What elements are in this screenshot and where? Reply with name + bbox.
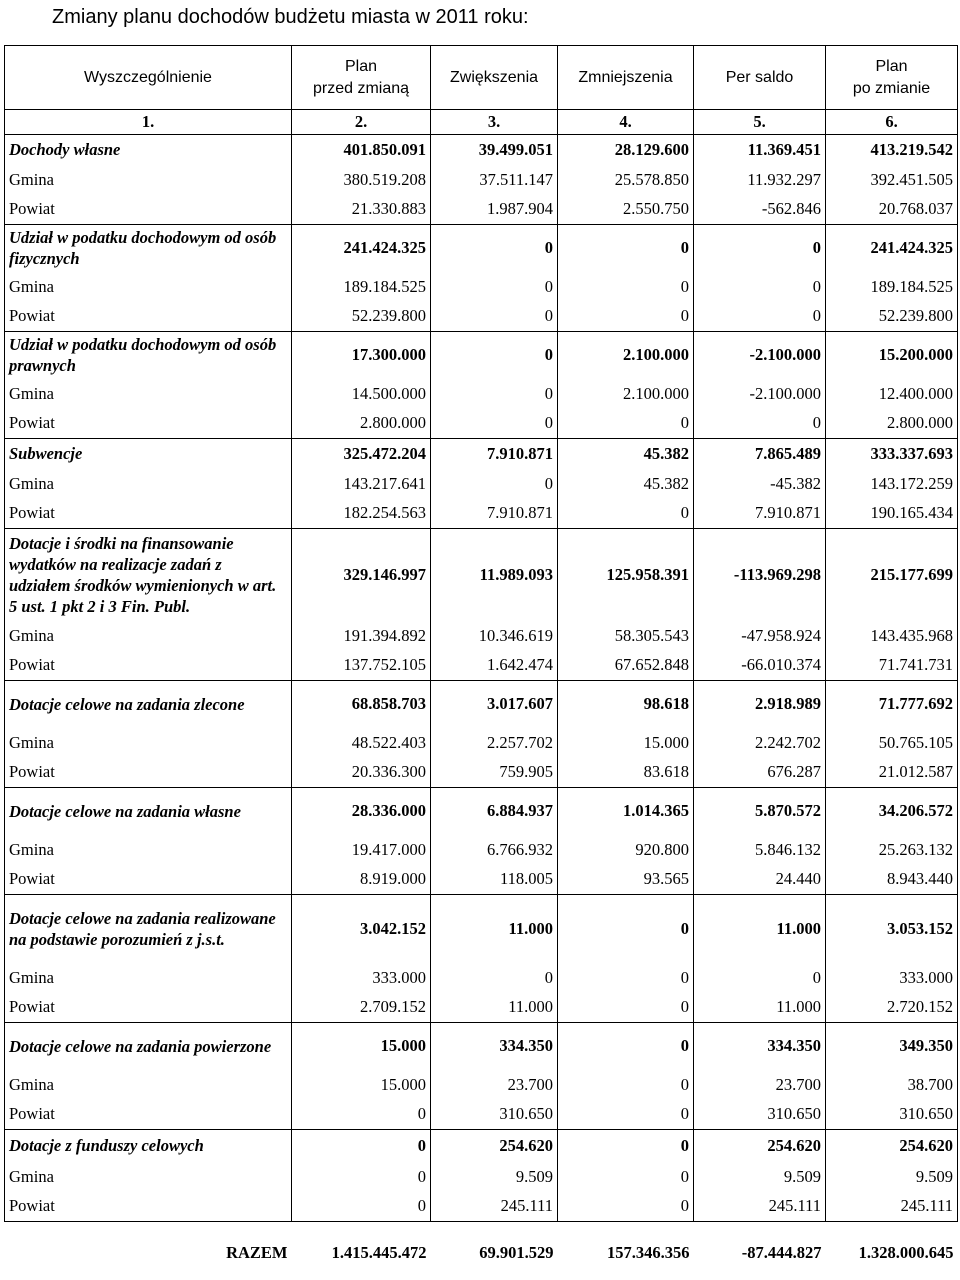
increase-cell: 37.511.147 [431,165,558,195]
subcategory-label: Powiat [5,758,292,788]
increase-cell: 11.989.093 [431,529,558,621]
net-change-cell: 5.846.132 [694,835,826,865]
budget-changes-table [4,45,958,1268]
decrease-cell: 93.565 [558,865,694,895]
decrease-cell: 83.618 [558,758,694,788]
net-change-cell: 7.910.871 [694,499,826,529]
subcategory-label: Gmina [5,379,292,409]
subcategory-label: Powiat [5,302,292,332]
decrease-cell: 0 [558,499,694,529]
plan-after-cell: 34.206.572 [826,788,958,835]
total-plan-after-cell: 1.328.000.645 [858,1243,954,1262]
plan-before-cell: 8.919.000 [292,865,431,895]
subcategory-row [5,621,958,651]
net-change-cell: 24.440 [694,865,826,895]
subcategory-label: Gmina [5,272,292,302]
increase-cell: 11.000 [431,993,558,1023]
plan-after-cell: 3.053.152 [826,895,958,963]
increase-cell: 1.642.474 [431,651,558,681]
category-row [5,135,958,165]
plan-before-cell: 0 [292,1100,431,1130]
plan-before-cell: 2.800.000 [292,409,431,439]
subcategory-label: Gmina [5,835,292,865]
plan-after-cell: 9.509 [826,1162,958,1192]
net-change-cell: 11.000 [694,993,826,1023]
plan-before-cell: 68.858.703 [292,681,431,728]
increase-cell: 11.000 [431,895,558,963]
subcategory-row [5,993,958,1023]
net-change-cell: 7.865.489 [694,439,826,469]
plan-after-cell: 20.768.037 [826,195,958,225]
plan-before-cell: 52.239.800 [292,302,431,332]
decrease-cell: 25.578.850 [558,165,694,195]
subcategory-label: Powiat [5,409,292,439]
net-change-cell: 0 [694,963,826,993]
subcategory-label: Powiat [5,1100,292,1130]
plan-after-cell: 15.200.000 [826,332,958,379]
net-change-cell: 254.620 [694,1130,826,1162]
plan-before-cell: 0 [292,1192,431,1222]
net-change-cell: 310.650 [694,1100,826,1130]
category-row [5,1023,958,1070]
category-label: Dotacje celowe na zadania realizowane na podstawie porozumień z j.s.t. [5,895,292,963]
column-number: 1. [5,110,292,135]
plan-after-cell: 241.424.325 [826,225,958,272]
subcategory-row [5,728,958,758]
subcategory-row [5,758,958,788]
plan-after-cell: 21.012.587 [826,758,958,788]
subcategory-row [5,469,958,499]
subcategory-row [5,865,958,895]
plan-after-cell: 12.400.000 [826,379,958,409]
subcategory-label: Gmina [5,728,292,758]
increase-cell: 0 [431,379,558,409]
category-label: Dotacje celowe na zadania własne [5,788,292,835]
plan-before-cell: 21.330.883 [292,195,431,225]
decrease-cell: 0 [558,272,694,302]
subcategory-row [5,499,958,529]
net-change-cell: 334.350 [694,1023,826,1070]
plan-before-cell: 241.424.325 [292,225,431,272]
plan-before-cell: 143.217.641 [292,469,431,499]
plan-before-cell: 15.000 [292,1023,431,1070]
subcategory-row [5,165,958,195]
plan-before-cell: 325.472.204 [292,439,431,469]
subcategory-label: Powiat [5,499,292,529]
category-label: Dochody własne [5,135,292,165]
plan-after-cell: 310.650 [826,1100,958,1130]
increase-cell: 310.650 [431,1100,558,1130]
decrease-cell: 0 [558,1192,694,1222]
increase-cell: 3.017.607 [431,681,558,728]
category-label: Subwencje [5,439,292,469]
plan-before-cell: 380.519.208 [292,165,431,195]
net-change-cell: 5.870.572 [694,788,826,835]
subcategory-label: Gmina [5,469,292,499]
plan-after-cell: 215.177.699 [826,529,958,621]
plan-after-cell: 189.184.525 [826,272,958,302]
subcategory-label: Gmina [5,963,292,993]
plan-after-cell: 254.620 [826,1130,958,1162]
net-change-cell: -2.100.000 [694,379,826,409]
subcategory-row [5,1070,958,1100]
net-change-cell: -562.846 [694,195,826,225]
category-label: Dotacje z funduszy celowych [5,1130,292,1162]
decrease-cell: 1.014.365 [558,788,694,835]
net-change-cell: 11.000 [694,895,826,963]
category-label: Dotacje i środki na finansowanie wydatków na realizacje zadań z udziałem środków wymienionych w art. 5 ust. 1 pkt 2 i 3 Fin. Publ. [5,529,292,621]
plan-after-cell: 2.800.000 [826,409,958,439]
total-label: RAZEM [226,1243,288,1262]
increase-cell: 0 [431,272,558,302]
plan-after-cell: 2.720.152 [826,993,958,1023]
decrease-cell: 0 [558,1130,694,1162]
column-number: 3. [431,110,558,135]
increase-cell: 118.005 [431,865,558,895]
net-change-cell: 0 [694,409,826,439]
plan-before-cell: 182.254.563 [292,499,431,529]
increase-cell: 10.346.619 [431,621,558,651]
decrease-cell: 58.305.543 [558,621,694,651]
plan-after-cell: 38.700 [826,1070,958,1100]
category-row [5,681,958,728]
subcategory-label: Powiat [5,651,292,681]
net-change-cell: 245.111 [694,1192,826,1222]
decrease-cell: 0 [558,409,694,439]
subcategory-label: Powiat [5,195,292,225]
total-increase-cell: 69.901.529 [479,1243,554,1262]
header-description: Wyszczególnienie [5,46,292,110]
net-change-cell: 11.369.451 [694,135,826,165]
header-plan-after: Plan po zmianie [826,46,958,110]
increase-cell: 0 [431,302,558,332]
plan-before-cell: 189.184.525 [292,272,431,302]
decrease-cell: 125.958.391 [558,529,694,621]
total-decrease-cell: 157.346.356 [607,1243,690,1262]
plan-after-cell: 190.165.434 [826,499,958,529]
plan-after-cell: 50.765.105 [826,728,958,758]
subcategory-row [5,963,958,993]
total-net-change-cell: -87.444.827 [741,1243,822,1262]
plan-after-cell: 143.435.968 [826,621,958,651]
subcategory-label: Gmina [5,1070,292,1100]
plan-before-cell: 48.522.403 [292,728,431,758]
category-row [5,332,958,379]
plan-before-cell: 14.500.000 [292,379,431,409]
header-increases: Zwiększenia [431,46,558,110]
plan-before-cell: 3.042.152 [292,895,431,963]
plan-after-cell: 413.219.542 [826,135,958,165]
increase-cell: 7.910.871 [431,499,558,529]
increase-cell: 7.910.871 [431,439,558,469]
net-change-cell: 2.918.989 [694,681,826,728]
header-plan-before: Plan przed zmianą [292,46,431,110]
category-row [5,529,958,621]
plan-after-cell: 245.111 [826,1192,958,1222]
increase-cell: 9.509 [431,1162,558,1192]
category-label: Udział w podatku dochodowym od osób prawnych [5,332,292,379]
subcategory-label: Gmina [5,165,292,195]
net-change-cell: -2.100.000 [694,332,826,379]
subcategory-label: Powiat [5,1192,292,1222]
subcategory-row [5,409,958,439]
increase-cell: 0 [431,469,558,499]
net-change-cell: 0 [694,225,826,272]
plan-before-cell: 137.752.105 [292,651,431,681]
total-row [5,1238,958,1268]
increase-cell: 0 [431,963,558,993]
subcategory-label: Powiat [5,865,292,895]
header-row [5,46,958,110]
decrease-cell: 920.800 [558,835,694,865]
plan-before-cell: 333.000 [292,963,431,993]
plan-before-cell: 191.394.892 [292,621,431,651]
increase-cell: 0 [431,409,558,439]
plan-before-cell: 28.336.000 [292,788,431,835]
decrease-cell: 2.100.000 [558,379,694,409]
increase-cell: 39.499.051 [431,135,558,165]
increase-cell: 759.905 [431,758,558,788]
column-number-row [5,110,958,135]
subcategory-label: Gmina [5,621,292,651]
plan-after-cell: 52.239.800 [826,302,958,332]
decrease-cell: 45.382 [558,469,694,499]
category-row [5,1130,958,1162]
subcategory-label: Powiat [5,993,292,1023]
increase-cell: 254.620 [431,1130,558,1162]
net-change-cell: 676.287 [694,758,826,788]
plan-after-cell: 392.451.505 [826,165,958,195]
decrease-cell: 2.100.000 [558,332,694,379]
category-row [5,895,958,963]
plan-before-cell: 0 [292,1162,431,1192]
column-number: 6. [826,110,958,135]
total-plan-before-cell: 1.415.445.472 [331,1243,427,1262]
subcategory-label: Gmina [5,1162,292,1192]
category-row [5,788,958,835]
category-row [5,225,958,272]
plan-after-cell: 25.263.132 [826,835,958,865]
increase-cell: 334.350 [431,1023,558,1070]
increase-cell: 2.257.702 [431,728,558,758]
plan-before-cell: 19.417.000 [292,835,431,865]
decrease-cell: 0 [558,302,694,332]
plan-after-cell: 333.337.693 [826,439,958,469]
decrease-cell: 0 [558,993,694,1023]
column-number: 4. [558,110,694,135]
category-label: Udział w podatku dochodowym od osób fizycznych [5,225,292,272]
plan-after-cell: 71.777.692 [826,681,958,728]
increase-cell: 6.884.937 [431,788,558,835]
decrease-cell: 45.382 [558,439,694,469]
document-title: Zmiany planu dochodów budżetu miasta w 2011 roku: [52,6,529,28]
subcategory-row [5,272,958,302]
plan-before-cell: 401.850.091 [292,135,431,165]
net-change-cell: -47.958.924 [694,621,826,651]
net-change-cell: 2.242.702 [694,728,826,758]
subcategory-row [5,1100,958,1130]
subcategory-row [5,835,958,865]
plan-after-cell: 71.741.731 [826,651,958,681]
net-change-cell: -45.382 [694,469,826,499]
header-decreases: Zmniejszenia [558,46,694,110]
plan-before-cell: 15.000 [292,1070,431,1100]
decrease-cell: 2.550.750 [558,195,694,225]
increase-cell: 0 [431,332,558,379]
decrease-cell: 0 [558,1100,694,1130]
increase-cell: 245.111 [431,1192,558,1222]
plan-before-cell: 2.709.152 [292,993,431,1023]
category-label: Dotacje celowe na zadania zlecone [5,681,292,728]
decrease-cell: 0 [558,963,694,993]
subcategory-row [5,302,958,332]
net-change-cell: 11.932.297 [694,165,826,195]
plan-before-cell: 0 [292,1130,431,1162]
net-change-cell: 9.509 [694,1162,826,1192]
decrease-cell: 0 [558,225,694,272]
increase-cell: 0 [431,225,558,272]
decrease-cell: 0 [558,1162,694,1192]
subcategory-row [5,1162,958,1192]
category-row [5,439,958,469]
subcategory-row [5,195,958,225]
net-change-cell: 23.700 [694,1070,826,1100]
plan-after-cell: 333.000 [826,963,958,993]
increase-cell: 23.700 [431,1070,558,1100]
increase-cell: 6.766.932 [431,835,558,865]
plan-after-cell: 349.350 [826,1023,958,1070]
column-number: 2. [292,110,431,135]
decrease-cell: 0 [558,1070,694,1100]
plan-before-cell: 329.146.997 [292,529,431,621]
category-label: Dotacje celowe na zadania powierzone [5,1023,292,1070]
decrease-cell: 15.000 [558,728,694,758]
net-change-cell: 0 [694,272,826,302]
subcategory-row [5,651,958,681]
decrease-cell: 0 [558,895,694,963]
plan-before-cell: 20.336.300 [292,758,431,788]
subcategory-row [5,379,958,409]
decrease-cell: 98.618 [558,681,694,728]
net-change-cell: 0 [694,302,826,332]
net-change-cell: -66.010.374 [694,651,826,681]
decrease-cell: 28.129.600 [558,135,694,165]
plan-after-cell: 8.943.440 [826,865,958,895]
decrease-cell: 0 [558,1023,694,1070]
header-net-change: Per saldo [694,46,826,110]
net-change-cell: -113.969.298 [694,529,826,621]
decrease-cell: 67.652.848 [558,651,694,681]
plan-after-cell: 143.172.259 [826,469,958,499]
plan-before-cell: 17.300.000 [292,332,431,379]
column-number: 5. [694,110,826,135]
subcategory-row [5,1192,958,1222]
increase-cell: 1.987.904 [431,195,558,225]
